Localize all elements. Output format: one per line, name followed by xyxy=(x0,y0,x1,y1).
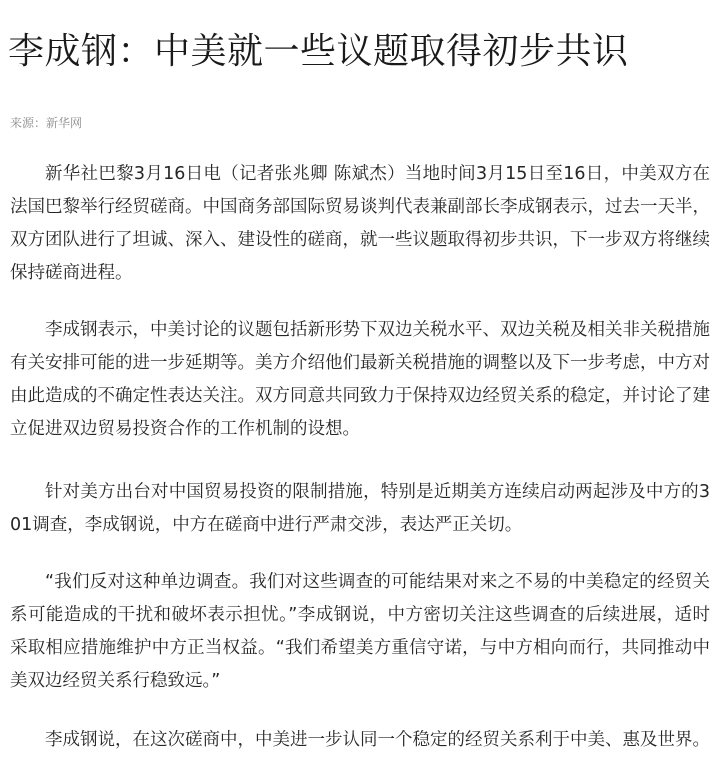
article-paragraph: 李成钢表示，中美讨论的议题包括新形势下双边关税水平、双边关税及相关非关税措施有关安排可能的进一步延期等。美方介绍他们最新关税措施的调整以及下一步考虑，中方对由此造成的不确定性表达关注。双方同意共同致力于保持双边经贸关系的稳定，并讨论了建立促进双边贸易投资合作的工作机制的设想。 xyxy=(10,320,710,439)
article-paragraph: 新华社巴黎3月16日电（记者张兆卿 陈斌杰）当地时间3月15日至16日，中美双方在法国巴黎举行经贸磋商。中国商务部国际贸易谈判代表兼副部长李成钢表示，过去一天半，双方团队进行了坦诚、深入、建设性的磋商，就一些议题取得初步共识，下一步双方将继续保持磋商进程。 xyxy=(10,164,710,283)
article-source: 来源：新华网 xyxy=(10,116,83,130)
article-title: 李成钢：中美就一些议题取得初步共识 xyxy=(8,31,629,72)
article-paragraph: “我们反对这种单边调查。我们对这些调查的可能结果对来之不易的中美稳定的经贸关系可能造成的干扰和破坏表示担忧。”李成钢说，中方密切关注这些调查的后续进展，适时采取相应措施维护中方正当权益。“我们希望美方重信守诺，与中方相向而行，共同推动中美双边经贸关系行稳致远。” xyxy=(10,572,710,691)
article-paragraph: 李成钢说，在这次磋商中，中美进一步认同一个稳定的经贸关系利于中美、惠及世界。 xyxy=(45,730,710,750)
article-paragraph: 针对美方出台对中国贸易投资的限制措施，特别是近期美方连续启动两起涉及中方的301调查，李成钢说，中方在磋商中进行严肃交涉，表达严正关切。 xyxy=(10,482,710,535)
